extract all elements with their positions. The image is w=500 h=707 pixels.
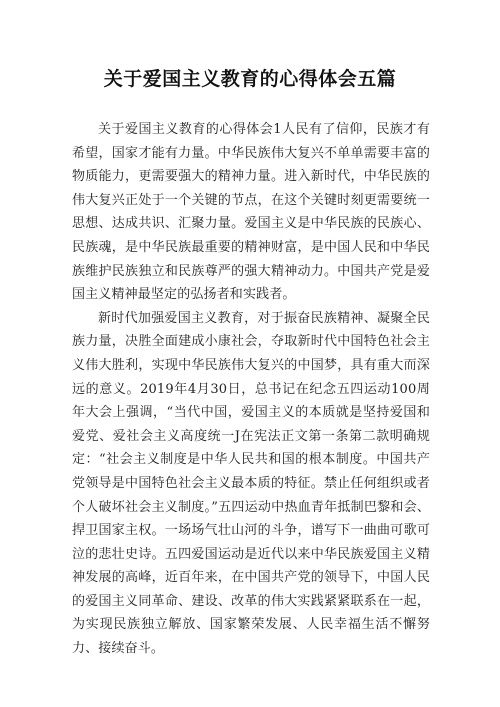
document-title: 关于爱国主义教育的心得体会五篇 bbox=[103, 68, 397, 90]
paragraph-2: 新时代加强爱国主义教育，对于振奋民族精神、凝聚全民族力量，决胜全面建成小康社会，夺取新时代中国特色社会主义伟大胜利，实现中华民族伟大复兴的中国梦，具有重大而深远的意义。2019年4月30日，总书记在纪念五四运动100周年大会上强调，“当代中国，爱国主义的本质就是坚持爱国和爱党、爱社会主义高度统一J在宪法正文第一条第二款明确规定：“社会主义制度是中华人民共和国的根本制度。中国共产党领导是中国特色社会主义最本质的特征。禁止任何组织或者个人破坏社会主义制度。”五四运动中热血青年抵制巴黎和会、捍卫国家主权。一场场气壮山河的斗争，谱写下一曲曲可歌可泣的悲壮史诗。五四爱国运动是近代以来中华民族爱国主义精神发展的高峰，近百年来，在中国共产党的领导下，中国人民的爱国主义同革命、建设、改革的伟大实践紧紧联系在一起，为实现民族独立解放、国家繁荣发展、人民幸福生活不懈努力、接续奋斗。 bbox=[72, 310, 430, 657]
paragraph-1: 关于爱国主义教育的心得体会1人民有了信仰，民族才有希望，国家才能有力量。中华民族伟大复兴不单单需要丰富的物质能力，更需要强大的精神力量。进入新时代，中华民族的伟大复兴正处于一个关键的节点，在这个关键时刻更需要统一思想、达成共识、汇聚力量。爱国主义是中华民族的民族心、民族魂，是中华民族最重要的精神财富，是中国人民和中华民族维护民族独立和民族尊严的强大精神动力。中国共产党是爱国主义精神最坚定的弘扬者和实践者。 bbox=[72, 122, 430, 303]
document-body bbox=[72, 118, 430, 661]
